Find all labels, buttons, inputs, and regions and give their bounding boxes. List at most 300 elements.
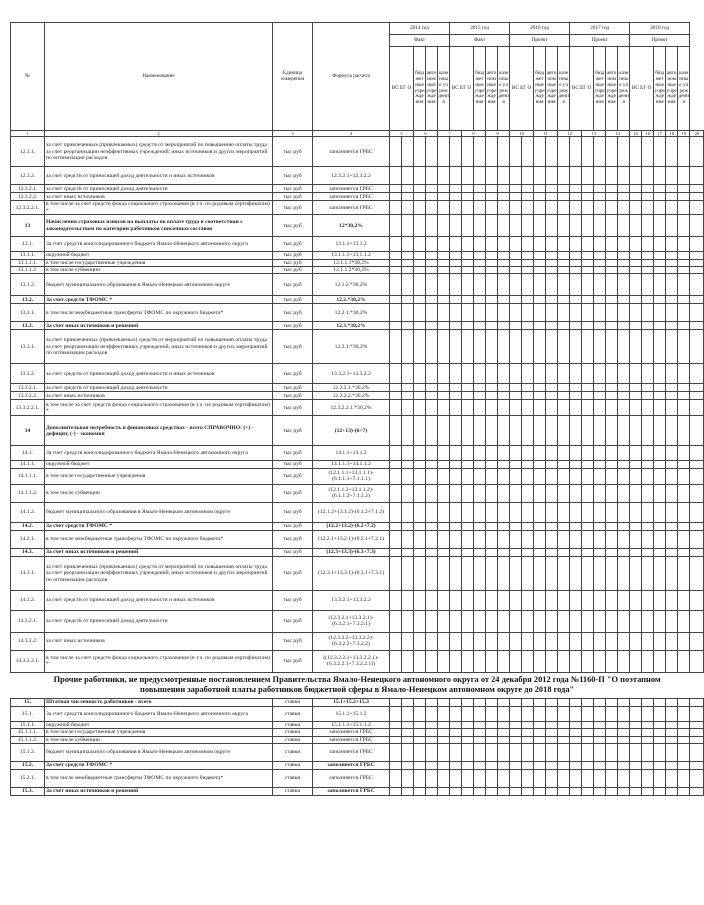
value-cell	[618, 322, 630, 330]
value-cell	[402, 274, 414, 296]
row-number: 13.2.	[11, 296, 45, 304]
value-cell	[426, 274, 438, 296]
value-cell	[498, 274, 510, 296]
value-cell	[450, 193, 462, 201]
value-cell	[402, 530, 414, 548]
value-cell	[402, 384, 414, 392]
value-cell	[402, 392, 414, 400]
value-cell	[618, 215, 630, 237]
value-cell	[690, 484, 704, 502]
value-cell	[570, 530, 582, 548]
value-cell	[582, 446, 594, 461]
value-cell	[390, 721, 402, 728]
value-cell	[462, 237, 474, 252]
value-cell	[618, 446, 630, 461]
value-cell	[654, 185, 666, 193]
header-sub-budget: бюджет ные учреждения	[414, 47, 426, 131]
row-unit: ставки	[273, 729, 313, 736]
value-cell	[534, 400, 546, 416]
section-heading: Прочие работники, не предусмотренные постановлением Правительства Ямало-Ненецкого автономного округа от 24 декабря 2012 года №1160-П "О поэтапном повышении заработной платы работников бюджетной сферы в Ямало-Ненецком автономном округе до 2018 года"	[53, 674, 661, 695]
value-cell	[426, 304, 438, 322]
value-cell	[438, 530, 450, 548]
value-cell	[642, 137, 654, 167]
value-cell	[498, 736, 510, 743]
row-unit: тыс руб	[273, 590, 313, 610]
value-cell	[678, 468, 690, 484]
value-cell	[570, 364, 582, 384]
value-cell	[606, 770, 618, 788]
value-cell	[606, 502, 618, 522]
value-cell	[570, 259, 582, 266]
value-cell	[438, 400, 450, 416]
row-formula: заполняется ГРБС	[313, 193, 390, 201]
value-cell	[546, 530, 558, 548]
value-cell	[642, 632, 654, 650]
value-cell	[438, 788, 450, 796]
value-cell	[594, 296, 606, 304]
value-cell	[570, 330, 582, 364]
value-cell	[630, 788, 642, 796]
value-cell	[594, 274, 606, 296]
row-name: За счет средств консолидированного бюджета Ямало-Ненецкого автономного округа	[45, 446, 273, 461]
value-cell	[654, 788, 666, 796]
header-sub-autonomous: автономные учреждения	[486, 47, 498, 131]
value-cell	[582, 650, 594, 672]
value-cell	[450, 185, 462, 193]
value-cell	[690, 330, 704, 364]
value-cell	[690, 237, 704, 252]
value-cell	[582, 330, 594, 364]
value-cell	[438, 185, 450, 193]
value-cell	[486, 237, 498, 252]
value-cell	[558, 330, 570, 364]
value-cell	[570, 322, 582, 330]
value-cell	[606, 252, 618, 259]
value-cell	[582, 392, 594, 400]
row-name: окружной бюджет	[45, 252, 273, 259]
value-cell	[642, 364, 654, 384]
value-cell	[474, 468, 486, 484]
value-cell	[570, 548, 582, 556]
value-cell	[558, 590, 570, 610]
value-cell	[486, 770, 498, 788]
value-cell	[546, 267, 558, 274]
value-cell	[654, 698, 666, 706]
value-cell	[678, 446, 690, 461]
value-cell	[414, 632, 426, 650]
value-cell	[618, 364, 630, 384]
value-cell	[642, 721, 654, 728]
value-cell	[402, 304, 414, 322]
value-cell	[510, 530, 522, 548]
table-row	[11, 364, 704, 384]
value-cell	[678, 729, 690, 736]
value-cell	[570, 770, 582, 788]
value-cell	[690, 706, 704, 721]
value-cell	[654, 468, 666, 484]
value-cell	[474, 237, 486, 252]
value-cell	[534, 392, 546, 400]
column-number: 18	[666, 131, 678, 137]
row-number: 15.2.	[11, 762, 45, 770]
value-cell	[402, 762, 414, 770]
value-cell	[630, 259, 642, 266]
value-cell	[630, 237, 642, 252]
row-name: За счет средств ТФОМС *	[45, 522, 273, 530]
value-cell	[426, 650, 438, 672]
value-cell	[534, 468, 546, 484]
value-cell	[666, 137, 678, 167]
value-cell	[402, 330, 414, 364]
value-cell	[630, 330, 642, 364]
value-cell	[558, 706, 570, 721]
value-cell	[570, 556, 582, 590]
table-row	[11, 392, 704, 400]
value-cell	[534, 548, 546, 556]
value-cell	[474, 304, 486, 322]
value-cell	[450, 330, 462, 364]
value-cell	[390, 274, 402, 296]
value-cell	[402, 322, 414, 330]
value-cell	[486, 304, 498, 322]
value-cell	[594, 698, 606, 706]
value-cell	[594, 185, 606, 193]
row-name: в том числе субвенции	[45, 484, 273, 502]
value-cell	[618, 788, 630, 796]
value-cell	[534, 384, 546, 392]
value-cell	[678, 502, 690, 522]
value-cell	[570, 706, 582, 721]
value-cell	[474, 698, 486, 706]
row-unit: тыс руб	[273, 259, 313, 266]
value-cell	[666, 384, 678, 392]
value-cell	[558, 770, 570, 788]
value-cell	[498, 446, 510, 461]
value-cell	[498, 556, 510, 590]
value-cell	[426, 193, 438, 201]
value-cell	[606, 721, 618, 728]
value-cell	[678, 364, 690, 384]
value-cell	[570, 185, 582, 193]
value-cell	[630, 461, 642, 468]
value-cell	[450, 259, 462, 266]
value-cell	[546, 193, 558, 201]
value-cell	[678, 193, 690, 201]
value-cell	[642, 468, 654, 484]
value-cell	[414, 548, 426, 556]
value-cell	[402, 610, 414, 632]
value-cell	[438, 237, 450, 252]
value-cell	[402, 484, 414, 502]
value-cell	[474, 252, 486, 259]
table-row	[11, 296, 704, 304]
value-cell	[498, 167, 510, 185]
value-cell	[654, 137, 666, 167]
value-cell	[462, 721, 474, 728]
value-cell	[462, 650, 474, 672]
value-cell	[438, 215, 450, 237]
value-cell	[594, 556, 606, 590]
value-cell	[390, 237, 402, 252]
value-cell	[642, 193, 654, 201]
table-row	[11, 770, 704, 788]
value-cell	[522, 392, 534, 400]
value-cell	[510, 237, 522, 252]
value-cell	[666, 446, 678, 461]
value-cell	[510, 556, 522, 590]
column-number: 12	[558, 131, 582, 137]
value-cell	[594, 548, 606, 556]
table-row	[11, 259, 704, 266]
value-cell	[498, 267, 510, 274]
value-cell	[402, 788, 414, 796]
header-sub-vsego: ВС ЕГ О	[510, 47, 534, 131]
header-sub-autonomous: автономные учреждения	[546, 47, 558, 131]
value-cell	[522, 304, 534, 322]
value-cell	[546, 259, 558, 266]
value-cell	[450, 304, 462, 322]
row-number: 13.3.2.2.	[11, 392, 45, 400]
row-formula: 12.1.1.2*30,2%	[313, 267, 390, 274]
value-cell	[558, 400, 570, 416]
value-cell	[594, 770, 606, 788]
value-cell	[570, 788, 582, 796]
value-cell	[690, 468, 704, 484]
value-cell	[486, 548, 498, 556]
value-cell	[462, 556, 474, 590]
value-cell	[414, 267, 426, 274]
value-cell	[474, 364, 486, 384]
value-cell	[450, 274, 462, 296]
header-kind: Проект	[570, 35, 630, 47]
row-unit: ставки	[273, 736, 313, 743]
value-cell	[414, 610, 426, 632]
value-cell	[546, 522, 558, 530]
value-cell	[546, 364, 558, 384]
value-cell	[690, 522, 704, 530]
value-cell	[534, 364, 546, 384]
value-cell	[414, 193, 426, 201]
value-cell	[558, 530, 570, 548]
value-cell	[546, 274, 558, 296]
value-cell	[666, 522, 678, 530]
value-cell	[414, 502, 426, 522]
value-cell	[510, 322, 522, 330]
value-cell	[438, 274, 450, 296]
value-cell	[654, 215, 666, 237]
value-cell	[606, 237, 618, 252]
value-cell	[414, 461, 426, 468]
value-cell	[546, 322, 558, 330]
value-cell	[546, 788, 558, 796]
value-cell	[426, 252, 438, 259]
row-number: 14.3.2.2.	[11, 632, 45, 650]
row-name: Дополнительная потребность в финансовых средствах - всего СПРАВОЧНО: (+) - дефицит, (-) - экономия	[45, 416, 273, 446]
row-number: 13.1.2.	[11, 274, 45, 296]
value-cell	[438, 461, 450, 468]
value-cell	[666, 267, 678, 274]
value-cell	[678, 416, 690, 446]
column-number: 9	[486, 131, 510, 137]
value-cell	[390, 392, 402, 400]
table-row	[11, 215, 704, 237]
value-cell	[594, 590, 606, 610]
table-row	[11, 193, 704, 201]
value-cell	[486, 296, 498, 304]
value-cell	[438, 744, 450, 762]
value-cell	[546, 468, 558, 484]
table-row	[11, 267, 704, 274]
value-cell	[390, 267, 402, 274]
row-unit: тыс руб	[273, 392, 313, 400]
value-cell	[474, 788, 486, 796]
value-cell	[606, 461, 618, 468]
value-cell	[618, 744, 630, 762]
value-cell	[606, 484, 618, 502]
row-formula: заполняется ГРБС	[313, 201, 390, 215]
value-cell	[582, 304, 594, 322]
value-cell	[606, 650, 618, 672]
value-cell	[486, 610, 498, 632]
value-cell	[606, 201, 618, 215]
row-name: в том числе межбюджетные трансферты ТФОМС по окружного бюджета*	[45, 530, 273, 548]
row-number: 15.1.2.	[11, 744, 45, 762]
value-cell	[582, 721, 594, 728]
value-cell	[666, 632, 678, 650]
value-cell	[678, 744, 690, 762]
value-cell	[654, 167, 666, 185]
value-cell	[474, 706, 486, 721]
value-cell	[414, 392, 426, 400]
value-cell	[438, 252, 450, 259]
value-cell	[414, 330, 426, 364]
header-sub-state: казенные учреждения	[438, 47, 450, 131]
value-cell	[678, 632, 690, 650]
row-unit: тыс руб	[273, 364, 313, 384]
value-cell	[486, 650, 498, 672]
value-cell	[546, 556, 558, 590]
row-name: бюджет муниципального образования в Ямало-Ненецком автономном округе	[45, 502, 273, 522]
table-row	[11, 185, 704, 193]
table-row	[11, 484, 704, 502]
value-cell	[558, 322, 570, 330]
value-cell	[474, 167, 486, 185]
row-formula: 12.1.2.*30,2%	[313, 274, 390, 296]
value-cell	[486, 556, 498, 590]
value-cell	[474, 548, 486, 556]
value-cell	[450, 590, 462, 610]
value-cell	[390, 304, 402, 322]
value-cell	[678, 215, 690, 237]
value-cell	[402, 632, 414, 650]
value-cell	[474, 530, 486, 548]
table-row	[11, 446, 704, 461]
value-cell	[426, 736, 438, 743]
value-cell	[438, 706, 450, 721]
value-cell	[654, 721, 666, 728]
value-cell	[510, 384, 522, 392]
value-cell	[582, 274, 594, 296]
value-cell	[438, 698, 450, 706]
row-unit: тыс руб	[273, 215, 313, 237]
table-row	[11, 788, 704, 796]
value-cell	[402, 364, 414, 384]
value-cell	[582, 762, 594, 770]
value-cell	[666, 400, 678, 416]
value-cell	[498, 137, 510, 167]
value-cell	[534, 698, 546, 706]
value-cell	[462, 416, 474, 446]
value-cell	[594, 137, 606, 167]
value-cell	[462, 548, 474, 556]
value-cell	[666, 556, 678, 590]
value-cell	[594, 650, 606, 672]
value-cell	[402, 167, 414, 185]
value-cell	[606, 274, 618, 296]
header-kind: Факт	[390, 35, 450, 47]
row-unit: тыс руб	[273, 416, 313, 446]
value-cell	[534, 721, 546, 728]
value-cell	[522, 384, 534, 392]
value-cell	[462, 215, 474, 237]
value-cell	[414, 770, 426, 788]
value-cell	[678, 610, 690, 632]
value-cell	[654, 770, 666, 788]
value-cell	[582, 468, 594, 484]
value-cell	[474, 522, 486, 530]
value-cell	[570, 484, 582, 502]
value-cell	[414, 736, 426, 743]
row-name: за счет привлеченных (привлекаемых) средств от мероприятий по повышению оплаты труда за счет реорганизации неэффективных учреждений, иных источников и других мероприятий по оптимизации расходов	[45, 137, 273, 167]
value-cell	[678, 590, 690, 610]
value-cell	[486, 762, 498, 770]
value-cell	[522, 416, 534, 446]
value-cell	[522, 650, 534, 672]
value-cell	[522, 556, 534, 590]
value-cell	[606, 610, 618, 632]
value-cell	[498, 729, 510, 736]
value-cell	[438, 364, 450, 384]
value-cell	[570, 762, 582, 770]
value-cell	[678, 296, 690, 304]
value-cell	[690, 274, 704, 296]
value-cell	[390, 650, 402, 672]
value-cell	[450, 484, 462, 502]
header-sub-vsego: ВС ЕГ О	[630, 47, 654, 131]
value-cell	[630, 304, 642, 322]
value-cell	[510, 706, 522, 721]
value-cell	[402, 201, 414, 215]
value-cell	[390, 215, 402, 237]
value-cell	[678, 461, 690, 468]
value-cell	[582, 137, 594, 167]
value-cell	[594, 237, 606, 252]
value-cell	[582, 322, 594, 330]
table-row	[11, 304, 704, 322]
row-formula: 12*30,2%	[313, 215, 390, 237]
value-cell	[462, 274, 474, 296]
row-formula: 15.1+15.2+15.3	[313, 698, 390, 706]
value-cell	[594, 330, 606, 364]
value-cell	[438, 484, 450, 502]
value-cell	[498, 468, 510, 484]
value-cell	[438, 770, 450, 788]
value-cell	[594, 416, 606, 446]
value-cell	[426, 556, 438, 590]
value-cell	[522, 721, 534, 728]
value-cell	[498, 788, 510, 796]
value-cell	[462, 610, 474, 632]
